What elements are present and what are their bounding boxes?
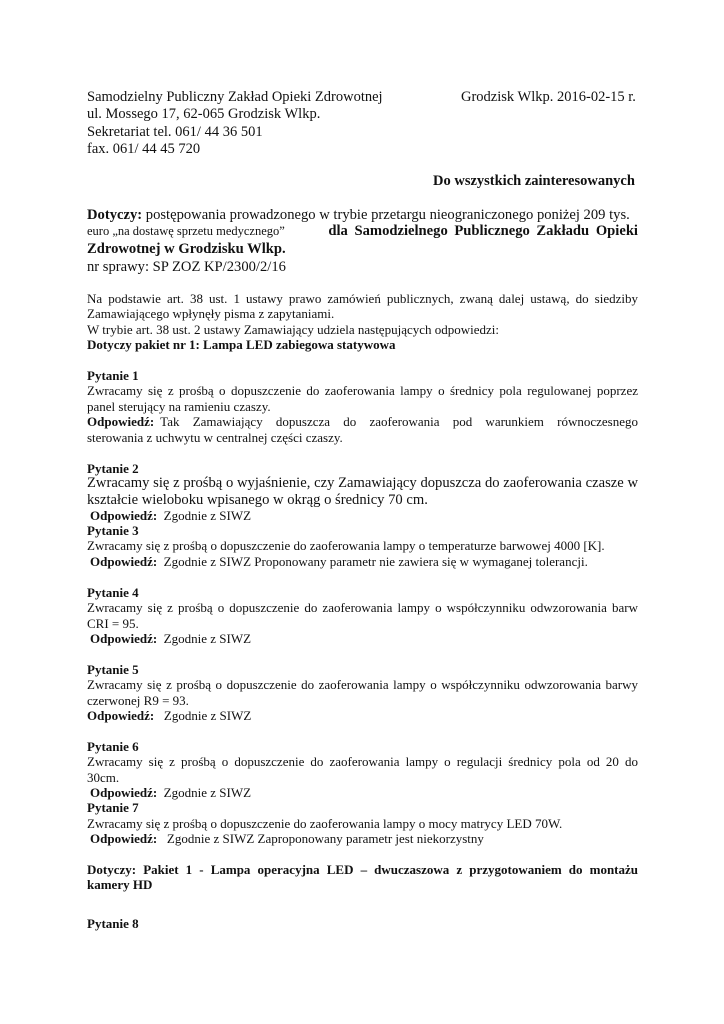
intro-line-2: Zamawiającego wpłynęły pisma z zapytaniami. [87, 306, 335, 321]
intro-line-3: W trybie art. 38 ust. 2 ustawy Zamawiający udziela następujących odpowiedzi: [87, 322, 500, 337]
question-2-line-1: Zwracamy się z prośbą o wyjaśnienie, czy Zamawiający dopuszcza do zaoferowania czasze w [87, 475, 638, 491]
question-4-title: Pytanie 4 [87, 585, 139, 600]
question-4-line-2: CRI = 95. [87, 616, 139, 631]
question-1-line-2: panel sterujący na ramieniu czaszy. [87, 399, 271, 414]
question-6-title: Pytanie 6 [87, 739, 139, 754]
question-3-title: Pytanie 3 [87, 523, 139, 538]
answer-5-text: Zgodnie z SIWZ [163, 708, 252, 723]
answer-1-text: Tak Zamawiający dopuszcza do zaoferowania pod warunkiem równoczesnego [160, 414, 638, 429]
answer-4 [90, 631, 251, 647]
question-7-line-1: Zwracamy się z prośbą o dopuszczenie do zaoferowania lampy o mocy matrycy LED 70W. [87, 816, 563, 831]
subject-euro-text: euro „na dostawę sprzetu medycznego” [87, 224, 285, 238]
subject-line-1 [87, 206, 638, 224]
question-5-line-2: czerwonej R9 = 93. [87, 693, 189, 708]
package-1-operating-lamp-heading-cont: kamery HD [87, 877, 153, 892]
answer-3 [90, 554, 588, 570]
subject-text: postępowania prowadzonego w trybie przetargu nieograniczonego poniżej 209 tys. [145, 207, 630, 223]
answer-4-text: Zgodnie z SIWZ [163, 631, 252, 646]
answer-4-label: Odpowiedź: [90, 631, 158, 646]
subject-label: Dotyczy: [87, 207, 143, 223]
answer-5-label: Odpowiedź: [87, 708, 155, 723]
intro-line-1: Na podstawie art. 38 ust. 1 ustawy prawo zamówień publicznych, zwaną dalej ustawą, do siedziby [87, 291, 638, 306]
question-1-line-1: Zwracamy się z prośbą o dopuszczenie do zaoferowania lampy o średnicy pola regulowanej poprzez [87, 383, 638, 398]
answer-5 [87, 708, 251, 724]
question-2-line-2: kształcie wieloboku wpisanego w okrąg o średnicy 70 cm. [87, 492, 428, 508]
answer-7-label: Odpowiedź: [90, 831, 158, 846]
sender-phone: Sekretariat tel. 061/ 44 36 501 [87, 124, 263, 140]
question-5-line-1: Zwracamy się z prośbą o dopuszczenie do zaoferowania lampy o współczynniku odwzorowania barwy [87, 677, 638, 692]
answer-1-line-2: sterowania z uchwytu w centralnej części czaszy. [87, 430, 343, 445]
case-number: nr sprawy: SP ZOZ KP/2300/2/16 [87, 259, 286, 275]
answer-3-text: Zgodnie z SIWZ Proponowany parametr nie zawiera się w wymaganej tolerancji. [163, 554, 588, 569]
package-1-operating-lamp-heading: Dotyczy: Pakiet 1 - Lampa operacyjna LED – dwuczaszowa z przygotowaniem do montażu [87, 862, 638, 877]
answer-6-label: Odpowiedź: [90, 785, 158, 800]
subject-institution-cont: Zdrowotnej w Grodzisku Wlkp. [87, 241, 286, 257]
question-4-line-1: Zwracamy się z prośbą o dopuszczenie do zaoferowania lampy o współczynniku odwzorowania barw [87, 600, 638, 615]
question-8-title: Pytanie 8 [87, 916, 139, 931]
answer-1-label: Odpowiedź: [87, 414, 155, 429]
subject-line-2 [87, 223, 638, 240]
answer-3-label: Odpowiedź: [90, 554, 158, 569]
document-date: Grodzisk Wlkp. 2016-02-15 r. [461, 89, 636, 105]
answer-2-label: Odpowiedź: [90, 508, 158, 523]
question-7-title: Pytanie 7 [87, 800, 139, 815]
question-5-title: Pytanie 5 [87, 662, 139, 677]
answer-7-text: Zgodnie z SIWZ Zaproponowany parametr jest niekorzystny [166, 831, 484, 846]
question-6-line-2: 30cm. [87, 770, 120, 785]
recipient-line: Do wszystkich zainteresowanych [433, 173, 635, 189]
sender-address: ul. Mossego 17, 62-065 Grodzisk Wlkp. [87, 106, 321, 122]
answer-2-text: Zgodnie z SIWZ [163, 508, 252, 523]
question-6-line-1: Zwracamy się z prośbą o dopuszczenie do zaoferowania lampy o regulacji średnicy pola od 20 do [87, 754, 638, 769]
question-1-title: Pytanie 1 [87, 368, 139, 383]
question-3-line-1: Zwracamy się z prośbą o dopuszczenie do zaoferowania lampy o temperaturze barwowej 4000 [K]. [87, 538, 605, 553]
answer-6 [90, 785, 251, 801]
answer-2 [90, 508, 251, 524]
package-1-heading: Dotyczy pakiet nr 1: Lampa LED zabiegowa statywowa [87, 337, 396, 352]
answer-7 [90, 831, 484, 847]
answer-6-text: Zgodnie z SIWZ [163, 785, 252, 800]
sender-name: Samodzielny Publiczny Zakład Opieki Zdrowotnej [87, 89, 383, 105]
answer-1-line-1 [87, 414, 638, 430]
subject-institution: dla Samodzielnego Publicznego Zakładu Opieki [328, 223, 638, 239]
sender-fax: fax. 061/ 44 45 720 [87, 141, 201, 157]
question-2-title: Pytanie 2 [87, 461, 139, 476]
